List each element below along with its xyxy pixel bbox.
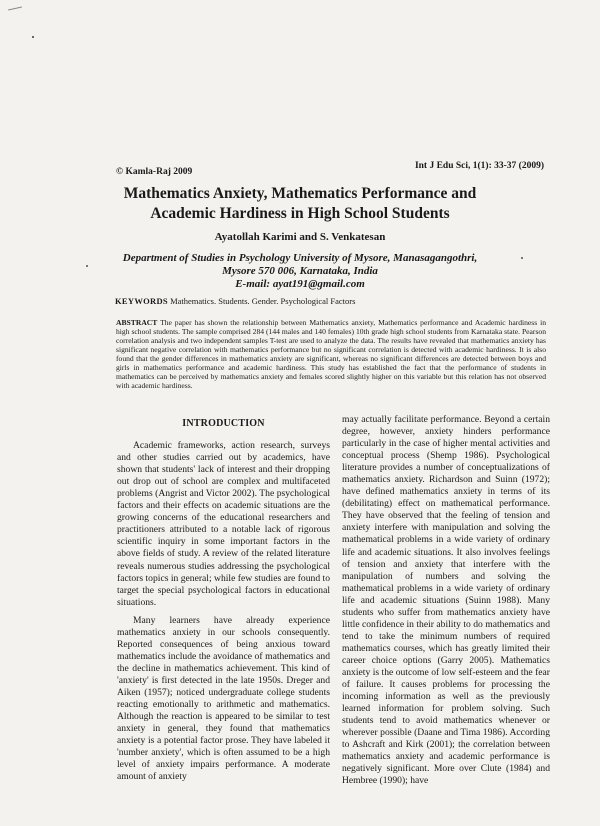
copyright-notice: © Kamla-Raj 2009	[116, 167, 193, 177]
journal-citation: Int J Edu Sci, 1(1): 33-37 (2009)	[414, 161, 544, 171]
address-line: Mysore 570 006, Karnataka, India	[222, 265, 378, 277]
keywords-text: Mathematics. Students. Gender. Psychological Factors	[170, 296, 356, 306]
title-line: Mathematics Anxiety, Mathematics Performance and	[123, 185, 477, 202]
department-line: Department of Studies in Psychology University of Mysore, Manasagangothri,	[122, 252, 478, 264]
body-paragraph: may actually facilitate performance. Beyond a certain degree, however, anxiety hinders performance particularly in the case of higher mental activities and conceptual process (Shemp 1986). Psychological literature provides a number of conceptualizations of mathematics anxiety. Richardson and Suinn (1972); have defined mathematics anxiety in terms of its (debilitating) effect on mathematical performance. They have observed that the feeling of tension and anxiety interfere with manipulation and solving the mathematical problems in a wide variety of ordinary life and academic situations. It also involves feelings of tension and anxiety that interfere with the manipulation of numbers and solving the mathematical problems in a wide variety of ordinary life and academic situations (Suinn 1988). Many students who suffer from mathematics anxiety have little confidence in their ability to do mathematics and tend to take the minimum numbers of required mathematics courses, which has greatly limited their career choice options (Garry 2005). Mathematics anxiety is the outcome of low self-esteem and the fear of failure. It causes problems for processing the incoming information as well as the previously learned information for problem solving. Such students tend to avoid mathematics whenever or wherever possible (Daane and Tima 1986). According to Ashcraft and Kirk (2001); the correlation between mathematics anxiety and academic performance is negatively significant. More over Clute (1984) and Hembree (1990); have	[342, 414, 550, 787]
scan-dot	[32, 36, 34, 38]
email-label: E-mail:	[235, 278, 271, 290]
email-address: ayat191@gmail.com	[272, 278, 365, 290]
abstract-text: The paper has shown the relationship between Mathematics anxiety, Mathematics performance and Academic hardiness in high school students. The sample comprised 284 (144 males and 140 females) 10th grade high school students from Karnataka state. Pearson correlation analysis and two independent samples T-test are used to analyze the data. The results have revealed that mathematics anxiety has significant negative correlation with mathematics performance but no significant correlation is detected with academic hardiness. It is also found that the gender differences in mathematics anxiety are significant, whereas no significant differences are detected between boys and girls in mathematics performance and academic hardiness. This study has established the fact that the performance of students in mathematics can be perceived by mathematics anxiety and females scored slightly higher on this variable but this relation has not observed with academic hardiness.	[116, 318, 546, 390]
paper-title	[0, 184, 600, 224]
abstract-label: ABSTRACT	[116, 318, 158, 327]
left-column	[117, 418, 330, 783]
section-heading: INTRODUCTION	[182, 418, 265, 429]
body-paragraph: Many learners have already experience mathematics anxiety in our schools consequently. Reported consequences of being anxious toward mathematics include the avoidance of mathematics and the decline in mathematics achievement. This kind of 'anxiety' is first detected in the late 1950s. Dreger and Aiken (1957); noticed undergraduate college students reacting emotionally to arithmetic and mathematics. Although the reaction is appeared to be similar to test anxiety in general, they found that mathematics anxiety is a potential factor prose. They have labeled it 'number anxiety', which is often assumed to be a high level of anxiety impairs performance. A moderate amount of anxiety	[117, 614, 330, 783]
author-list: Ayatollah Karimi and S. Venkatesan	[214, 231, 386, 243]
right-column	[342, 414, 550, 787]
scan-mark	[8, 7, 22, 11]
affiliation	[0, 252, 600, 291]
body-paragraph: Academic frameworks, action research, surveys and other studies carried out by academics, have shown that students' lack of interest and their dropping out drop out of school are complex and multifaceted problems (Angrist and Victor 2002). The psychological factors and their effects on academic situations are the growing concerns of the educational researchers and practitioners attributed to a notable lack of rigorous scientific inquiry in some important factors in the above fields of study. A review of the related literature reveals numerous studies addressing the psychological factors topics in general; while few studies are found to target the special psychological factors in educational situations.	[117, 440, 330, 608]
keywords-label: KEYWORDS	[115, 296, 168, 306]
abstract	[116, 318, 546, 390]
keywords	[115, 296, 355, 306]
title-line: Academic Hardiness in High School Students	[150, 205, 450, 222]
